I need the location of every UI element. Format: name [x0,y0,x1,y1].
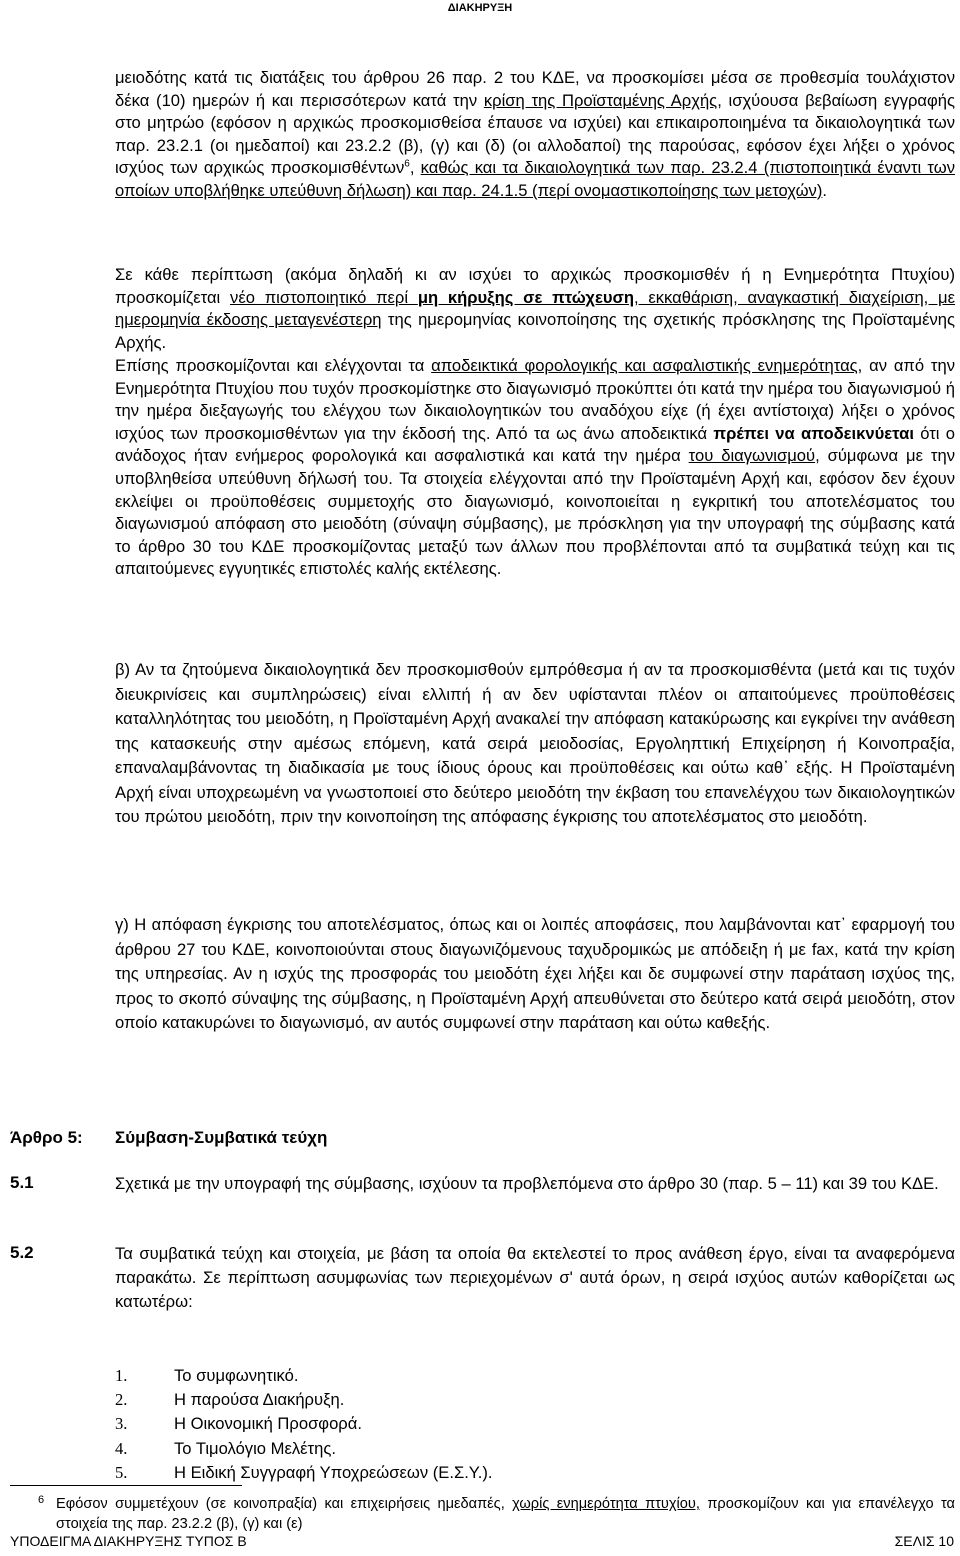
contract-documents-list [115,1364,493,1485]
list-item [115,1364,493,1388]
list-number: 1. [115,1366,128,1385]
article-title: Σύμβαση-Συμβατικά τεύχη [115,1128,328,1147]
section-5-2-text: Τα συμβατικά τεύχη και στοιχεία, με βάση τα οποία θα εκτελεστεί το προς ανάθεση έργο, είναι τα αναφερόμενα παρακάτω. Σε περίπτωση ασυμφωνίας των περιεχομένων σ' αυτά όρων, η σειρά ισχύος αυτών καθορίζεται ως κατωτέρω: [115,1244,955,1311]
list-number: 3. [115,1414,128,1434]
list-item [115,1461,493,1485]
text-run: , σύμφωνα με την υποβληθείσα υπεύθυνη δήλωσή του. Τα στοιχεία ελέγχονται από την Προϊσταμένη Αρχή και, εφόσον δεν έχουν εκλείψει οι προϋποθέσεις συμμετοχής στο διαγωνισμό, κοινοποιείται η εγκριτική του αποτελέσματος του διαγωνισμού απόφαση στο μειοδότη (σύναψη σύμβασης), με πρόσκληση για την υπογραφή της σύμβασης κατά το άρθρο 30 του ΚΔΕ προσκομίζοντας μεταξύ των άλλων που προβλέπονται από τα συμβατικά τεύχη και τις απαιτούμενες εγγυητικές επιστολές καλής εκτέλεσης. [115,446,956,579]
bold-text: πρέπει να αποδεικνύεται [713,423,914,443]
footnote-mark: 6 [38,1494,45,1506]
text-run: Εφόσον συμμετέχουν (σε κοινοπραξία) και επιχειρήσεις ημεδαπές, [56,1496,513,1512]
paragraph-resubmission [115,67,955,203]
list-text: Η Οικονομική Προσφορά. [174,1414,362,1434]
text-run: . [822,180,827,200]
footnote-separator [10,1485,242,1486]
text-run: της ημερομηνίας κοινοποίησης της σχετικής πρόσκλησης της Προϊσταμένης Αρχής. [115,310,955,352]
text-run: μειοδότης κατά τις διατάξεις του άρθρου 26 παρ. 2 του ΚΔΕ, να προσκομίσει μέσα σε προθεσμία τουλάχιστον δέκα (10) ημερών ή και περισσότερων κατά την [115,68,955,110]
bold-underlined-text: μη κήρυξης σε πτώχευση [417,287,634,307]
underlined-text: κρίση της Προϊσταμένης Αρχής [483,90,718,110]
text-run: , αν από την Ενημερότητα Πτυχίου που τυχόν προσκομίστηκε στο διαγωνισμό προκύπτει ότι κατά την ημέρα του διαγωνισμού ή την ημέρα διεξαγωγής του ελέγχου των δικαιολογητικών του αναδόχου είχε (ή έχει αντίστοιχα) λήξει ο χρόνος ισχύος των προσκομισθέντων για την έκδοσή της. Από τα ως άνω αποδεικτικά [115,356,955,443]
list-text: Η Ειδική Συγγραφή Υποχρεώσεων (Ε.Σ.Υ.). [174,1462,493,1482]
footer-document-type: ΥΠΟΔΕΙΓΜΑ ΔΙΑΚΗΡΥΞΗΣ ΤΥΠΟΣ Β [10,1533,247,1549]
list-text: Η παρούσα Διακήρυξη. [174,1390,345,1410]
paragraph-c: γ) Η απόφαση έγκρισης του αποτελέσματος, όπως και οι λοιπές αποφάσεις, που λαμβάνονται κατ᾽ εφαρμογή του άρθρου 27 του ΚΔΕ, κοινοποιούνται στους διαγωνιζόμενους ταχυδρομικώς με απόδειξη ή με fax, κατά την κρίση της υπηρεσίας. Αν η ισχύς της προσφοράς του μειοδότη έχει λήξει και δε συμφωνεί στην παράταση ισχύος της, προς το σκοπό σύναψης της σύμβασης, η Προϊσταμένη Αρχή απευθύνεται στο δεύτερο κατά σειρά μειοδότη, στον οποίο κατακυρώνει το διαγωνισμό, αν αυτός συμφωνεί στην παράταση και ούτω καθεξής. [115,915,955,1032]
list-text: Το συμφωνητικό. [174,1366,299,1385]
text-run: προσκομίζουν και για επανέλεγχο τα στοιχεία της παρ. 23.2.2 (β), (γ) και (ε) [56,1496,955,1532]
paragraph-tax-insurance [115,355,955,581]
list-number: 2. [115,1390,128,1410]
list-number: 5. [115,1462,128,1482]
text-run: Επίσης προσκομίζονται και ελέγχονται τα [115,356,432,375]
underlined-text: καθώς και τα δικαιολογητικά των παρ. 23.2.4 (πιστοποιητικά έναντι των οποίων υποβλήθηκε υπεύθυνη δήλωση) και παρ. 24.1.5 (περί ονομαστικοποίησης των μετοχών) [115,158,955,200]
text-run: ότι ο ανάδοχος ήταν ενήμερος φορολογικά και ασφαλιστικά και κατά την ημέρα [115,423,955,466]
paragraph-b: β) Αν τα ζητούμενα δικαιολογητικά δεν προσκομισθούν εμπρόθεσμα ή αν τα προσκομισθέντα (μετά και τις τυχόν διευκρινίσεις και συμπληρώσεις) είναι ελλιπή ή αν δεν υφίστανται πλέον οι απαιτούμενες προϋποθέσεις καταλληλότητας του μειοδότη, η Προϊσταμένη Αρχή ανακαλεί την απόφαση κατακύρωσης και εγκρίνει την ανάθεση της κατασκευής στην αμέσως επόμενη, κατά σειρά μειοδοσίας, Εργοληπτική Επιχείρηση ή Κοινοπραξία, επαναλαμβάνοντας τη διαδικασία με τους ίδιους όρους και προϋποθέσεις και ούτω καθ᾽ εξής. Η Προϊσταμένη Αρχή είναι υποχρεωμένη να γνωστοποιεί στο δεύτερο μειοδότη την έκβαση του επανελέγχου των δικαιολογητικών του πρώτου μειοδότη, πριν την κοινοποίηση της απόφασης έγκρισης του αποτελέσματος στο μειοδότη. [115,660,955,826]
list-item [115,1388,493,1412]
footnote-text [56,1494,955,1534]
article-label: Άρθρο 5: [10,1128,83,1147]
list-item [115,1412,493,1436]
footnote-reference: 6 [404,158,410,170]
section-number: 5.2 [10,1243,34,1262]
underlined-text: , εκκαθάριση, αναγκαστική διαχείριση, με ημερομηνία έκδοσης μεταγενέστερη [115,287,955,330]
underlined-text: χωρίς ενημερότητα πτυχίου, [512,1496,700,1512]
list-item [115,1437,493,1461]
text-run: , [409,158,421,178]
section-5-1-text: Σχετικά με την υπογραφή της σύμβασης, ισχύουν τα προβλεπόμενα στο άρθρο 30 (παρ. 5 – 11) και 39 του ΚΔΕ. [115,1174,939,1193]
paragraph-bankruptcy-certificate [115,264,955,354]
section-number: 5.1 [10,1173,34,1192]
underlined-text: αποδεικτικά φορολογικής και ασφαλιστικής ενημερότητας [431,356,858,375]
text-run: , ισχύουσα βεβαίωση εγγραφής στο μητρώο (εφόσον η αρχικώς προσκομισθείσα έπαυσε να ισχύει) και επικαιροποιημένα τα δικαιολογητικά των παρ. 23.2.1 (οι ημεδαποί) και 23.2.2 (β), (γ) και (δ) (οι αλλοδαποί) της παρούσας, εφόσον έχει λήξει ο χρόνος ισχύος των αρχικώς προσκομισθέντων [115,90,956,178]
list-number: 4. [115,1438,128,1458]
underlined-text: νέο πιστοποιητικό περί [230,287,418,307]
footer-page-number: ΣΕΛΙΣ 10 [894,1533,954,1549]
text-run: Σε κάθε περίπτωση (ακόμα δηλαδή κι αν ισχύει το αρχικώς προσκομισθέν ή η Ενημερότητα Πτυχίου) προσκομίζεται [115,265,955,307]
underlined-text: του διαγωνισμού [688,446,816,466]
list-text: Το Τιμολόγιο Μελέτης. [174,1438,336,1458]
page-header: ΔΙΑΚΗΡΥΞΗ [447,2,513,14]
